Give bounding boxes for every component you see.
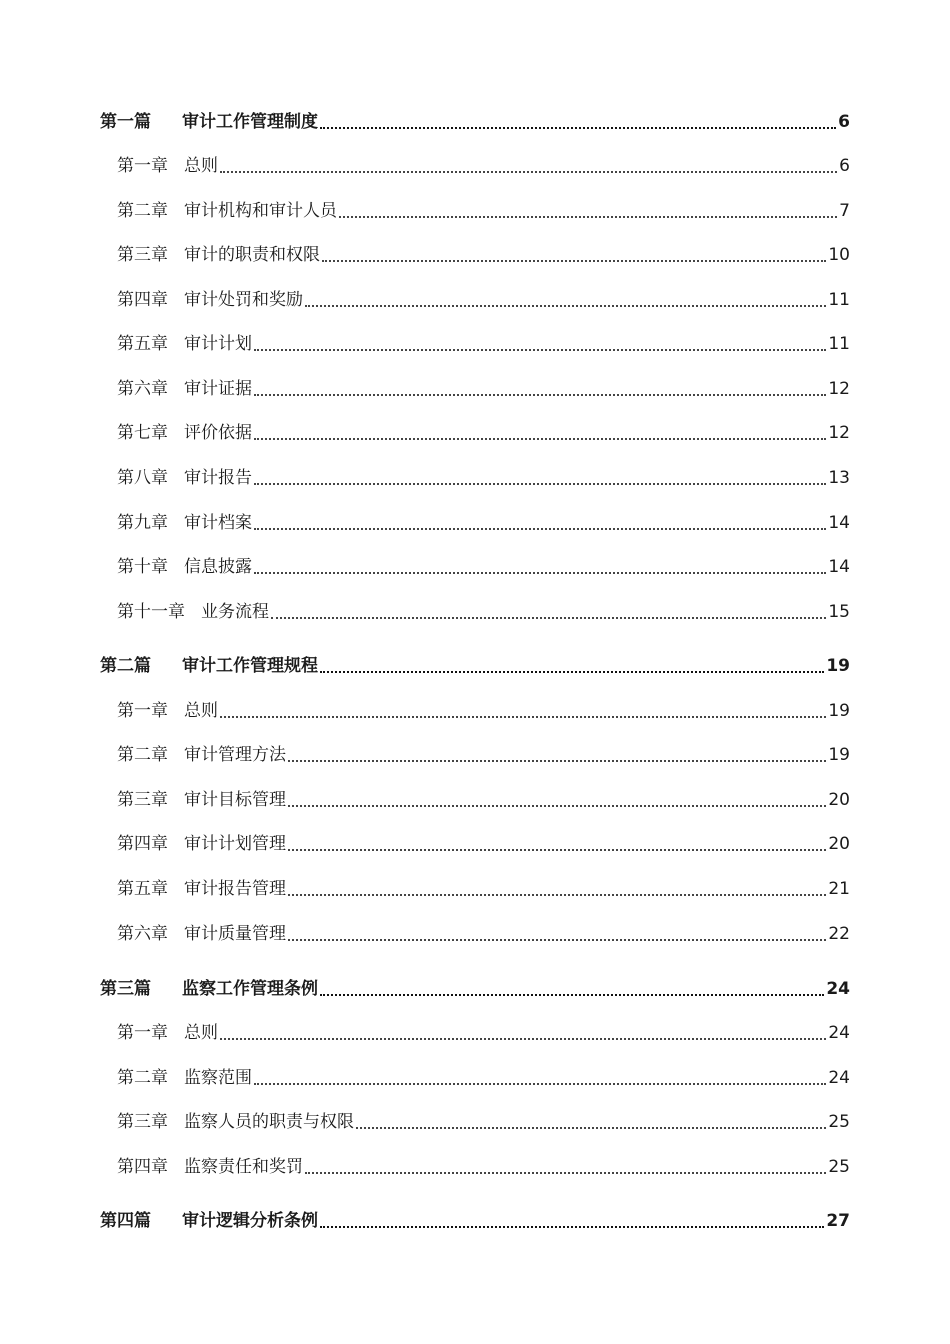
toc-chapter-entry[interactable]	[117, 375, 850, 403]
toc-entry-page-number: 24	[828, 1068, 850, 1088]
toc-entry-page-number: 13	[828, 468, 850, 488]
toc-chapter-entry[interactable]	[117, 464, 850, 492]
toc-entry-title: 审计档案	[184, 513, 252, 533]
dot-leader	[254, 349, 826, 351]
toc-entry-title: 审计处罚和奖励	[184, 290, 303, 310]
toc-entry-label: 第八章	[117, 468, 168, 488]
toc-entry-title: 审计的职责和权限	[184, 245, 320, 265]
toc-entry-page-number: 21	[828, 879, 850, 899]
toc-entry-title: 审计逻辑分析条例	[182, 1211, 318, 1231]
toc-chapter-entry[interactable]	[117, 197, 850, 225]
toc-chapter-entry[interactable]	[117, 786, 850, 814]
toc-entry-title: 总则	[184, 1023, 218, 1043]
toc-entry-label: 第五章	[117, 334, 168, 354]
toc-entry-page-number: 24	[828, 1023, 850, 1043]
dot-leader	[288, 939, 826, 941]
toc-entry-label: 第九章	[117, 513, 168, 533]
dot-leader	[320, 671, 824, 673]
toc-entry-page-number: 6	[838, 112, 850, 132]
toc-chapter-entry[interactable]	[117, 598, 850, 626]
toc-entry-page-number: 19	[828, 745, 850, 765]
toc-entry-label: 第三篇	[100, 979, 151, 999]
toc-entry-label: 第一篇	[100, 112, 151, 132]
toc-chapter-entry[interactable]	[117, 419, 850, 447]
toc-entry-page-number: 14	[828, 513, 850, 533]
dot-leader	[254, 483, 826, 485]
toc-entry-label: 第四篇	[100, 1211, 151, 1231]
toc-entry-page-number: 10	[828, 245, 850, 265]
toc-chapter-entry[interactable]	[117, 741, 850, 769]
toc-entry-title: 审计报告管理	[184, 879, 286, 899]
toc-entry-title: 评价依据	[184, 423, 252, 443]
dot-leader	[288, 849, 826, 851]
dot-leader	[254, 438, 826, 440]
toc-chapter-entry[interactable]	[117, 286, 850, 314]
toc-entry-page-number: 6	[839, 156, 850, 176]
dot-leader	[320, 1226, 824, 1228]
toc-entry-title: 审计工作管理规程	[182, 656, 318, 676]
toc-entry-page-number: 12	[828, 379, 850, 399]
toc-entry-title: 审计工作管理制度	[182, 112, 318, 132]
toc-entry-page-number: 11	[828, 334, 850, 354]
toc-entry-page-number: 12	[828, 423, 850, 443]
toc-chapter-entry[interactable]	[117, 241, 850, 269]
toc-entry-page-number: 24	[826, 979, 850, 999]
dot-leader	[271, 617, 826, 619]
toc-entry-page-number: 22	[828, 924, 850, 944]
toc-entry-title: 监察责任和奖罚	[184, 1157, 303, 1177]
toc-entry-title: 审计证据	[184, 379, 252, 399]
toc-entry-page-number: 15	[828, 602, 850, 622]
dot-leader	[288, 894, 826, 896]
dot-leader	[305, 305, 826, 307]
toc-chapter-entry[interactable]	[117, 553, 850, 581]
toc-entry-label: 第一章	[117, 701, 168, 721]
dot-leader	[339, 216, 837, 218]
toc-chapter-entry[interactable]	[117, 152, 850, 180]
toc-part-entry[interactable]	[100, 652, 850, 680]
dot-leader	[254, 394, 826, 396]
dot-leader	[288, 760, 826, 762]
toc-entry-page-number: 19	[826, 656, 850, 676]
toc-entry-label: 第三章	[117, 790, 168, 810]
toc-entry-title: 监察人员的职责与权限	[184, 1112, 354, 1132]
toc-entry-label: 第四章	[117, 834, 168, 854]
dot-leader	[288, 805, 826, 807]
toc-entry-label: 第四章	[117, 1157, 168, 1177]
toc-entry-title: 业务流程	[201, 602, 269, 622]
dot-leader	[356, 1127, 826, 1129]
toc-entry-label: 第五章	[117, 879, 168, 899]
toc-entry-page-number: 14	[828, 557, 850, 577]
dot-leader	[220, 171, 837, 173]
toc-entry-title: 信息披露	[184, 557, 252, 577]
toc-entry-label: 第六章	[117, 924, 168, 944]
toc-chapter-entry[interactable]	[117, 875, 850, 903]
toc-entry-page-number: 7	[839, 201, 850, 221]
dot-leader	[305, 1172, 826, 1174]
toc-entry-title: 监察范围	[184, 1068, 252, 1088]
toc-entry-page-number: 19	[828, 701, 850, 721]
toc-entry-label: 第三章	[117, 1112, 168, 1132]
toc-chapter-entry[interactable]	[117, 1064, 850, 1092]
toc-chapter-entry[interactable]	[117, 920, 850, 948]
toc-entry-title: 总则	[184, 701, 218, 721]
toc-part-entry[interactable]	[100, 1207, 850, 1235]
toc-entry-page-number: 25	[828, 1112, 850, 1132]
toc-entry-title: 审计管理方法	[184, 745, 286, 765]
toc-entry-title: 监察工作管理条例	[182, 979, 318, 999]
toc-entry-label: 第二章	[117, 1068, 168, 1088]
toc-chapter-entry[interactable]	[117, 1019, 850, 1047]
toc-chapter-entry[interactable]	[117, 1153, 850, 1181]
dot-leader	[254, 572, 826, 574]
dot-leader	[322, 260, 826, 262]
toc-entry-label: 第十一章	[117, 602, 185, 622]
toc-entry-label: 第二章	[117, 201, 168, 221]
toc-entry-page-number: 27	[826, 1211, 850, 1231]
toc-entry-title: 审计机构和审计人员	[184, 201, 337, 221]
toc-chapter-entry[interactable]	[117, 330, 850, 358]
toc-entry-label: 第十章	[117, 557, 168, 577]
toc-chapter-entry[interactable]	[117, 830, 850, 858]
toc-chapter-entry[interactable]	[117, 697, 850, 725]
toc-entry-label: 第二篇	[100, 656, 151, 676]
toc-part-entry[interactable]	[100, 975, 850, 1003]
toc-entry-title: 审计目标管理	[184, 790, 286, 810]
dot-leader	[220, 1038, 826, 1040]
toc-part-entry[interactable]	[100, 108, 850, 136]
toc-entry-label: 第四章	[117, 290, 168, 310]
toc-entry-label: 第二章	[117, 745, 168, 765]
toc-entry-label: 第六章	[117, 379, 168, 399]
dot-leader	[320, 994, 824, 996]
toc-entry-title: 审计计划	[184, 334, 252, 354]
toc-entry-label: 第七章	[117, 423, 168, 443]
toc-chapter-entry[interactable]	[117, 1108, 850, 1136]
toc-entry-page-number: 25	[828, 1157, 850, 1177]
dot-leader	[320, 127, 836, 129]
dot-leader	[254, 528, 826, 530]
toc-entry-title: 审计计划管理	[184, 834, 286, 854]
toc-entry-title: 审计报告	[184, 468, 252, 488]
toc-entry-label: 第三章	[117, 245, 168, 265]
toc-entry-title: 审计质量管理	[184, 924, 286, 944]
dot-leader	[220, 716, 826, 718]
toc-chapter-entry[interactable]	[117, 509, 850, 537]
toc-entry-page-number: 20	[828, 790, 850, 810]
toc-entry-title: 总则	[184, 156, 218, 176]
toc-entry-label: 第一章	[117, 156, 168, 176]
toc-entry-page-number: 20	[828, 834, 850, 854]
dot-leader	[254, 1083, 826, 1085]
toc-entry-page-number: 11	[828, 290, 850, 310]
toc-entry-label: 第一章	[117, 1023, 168, 1043]
